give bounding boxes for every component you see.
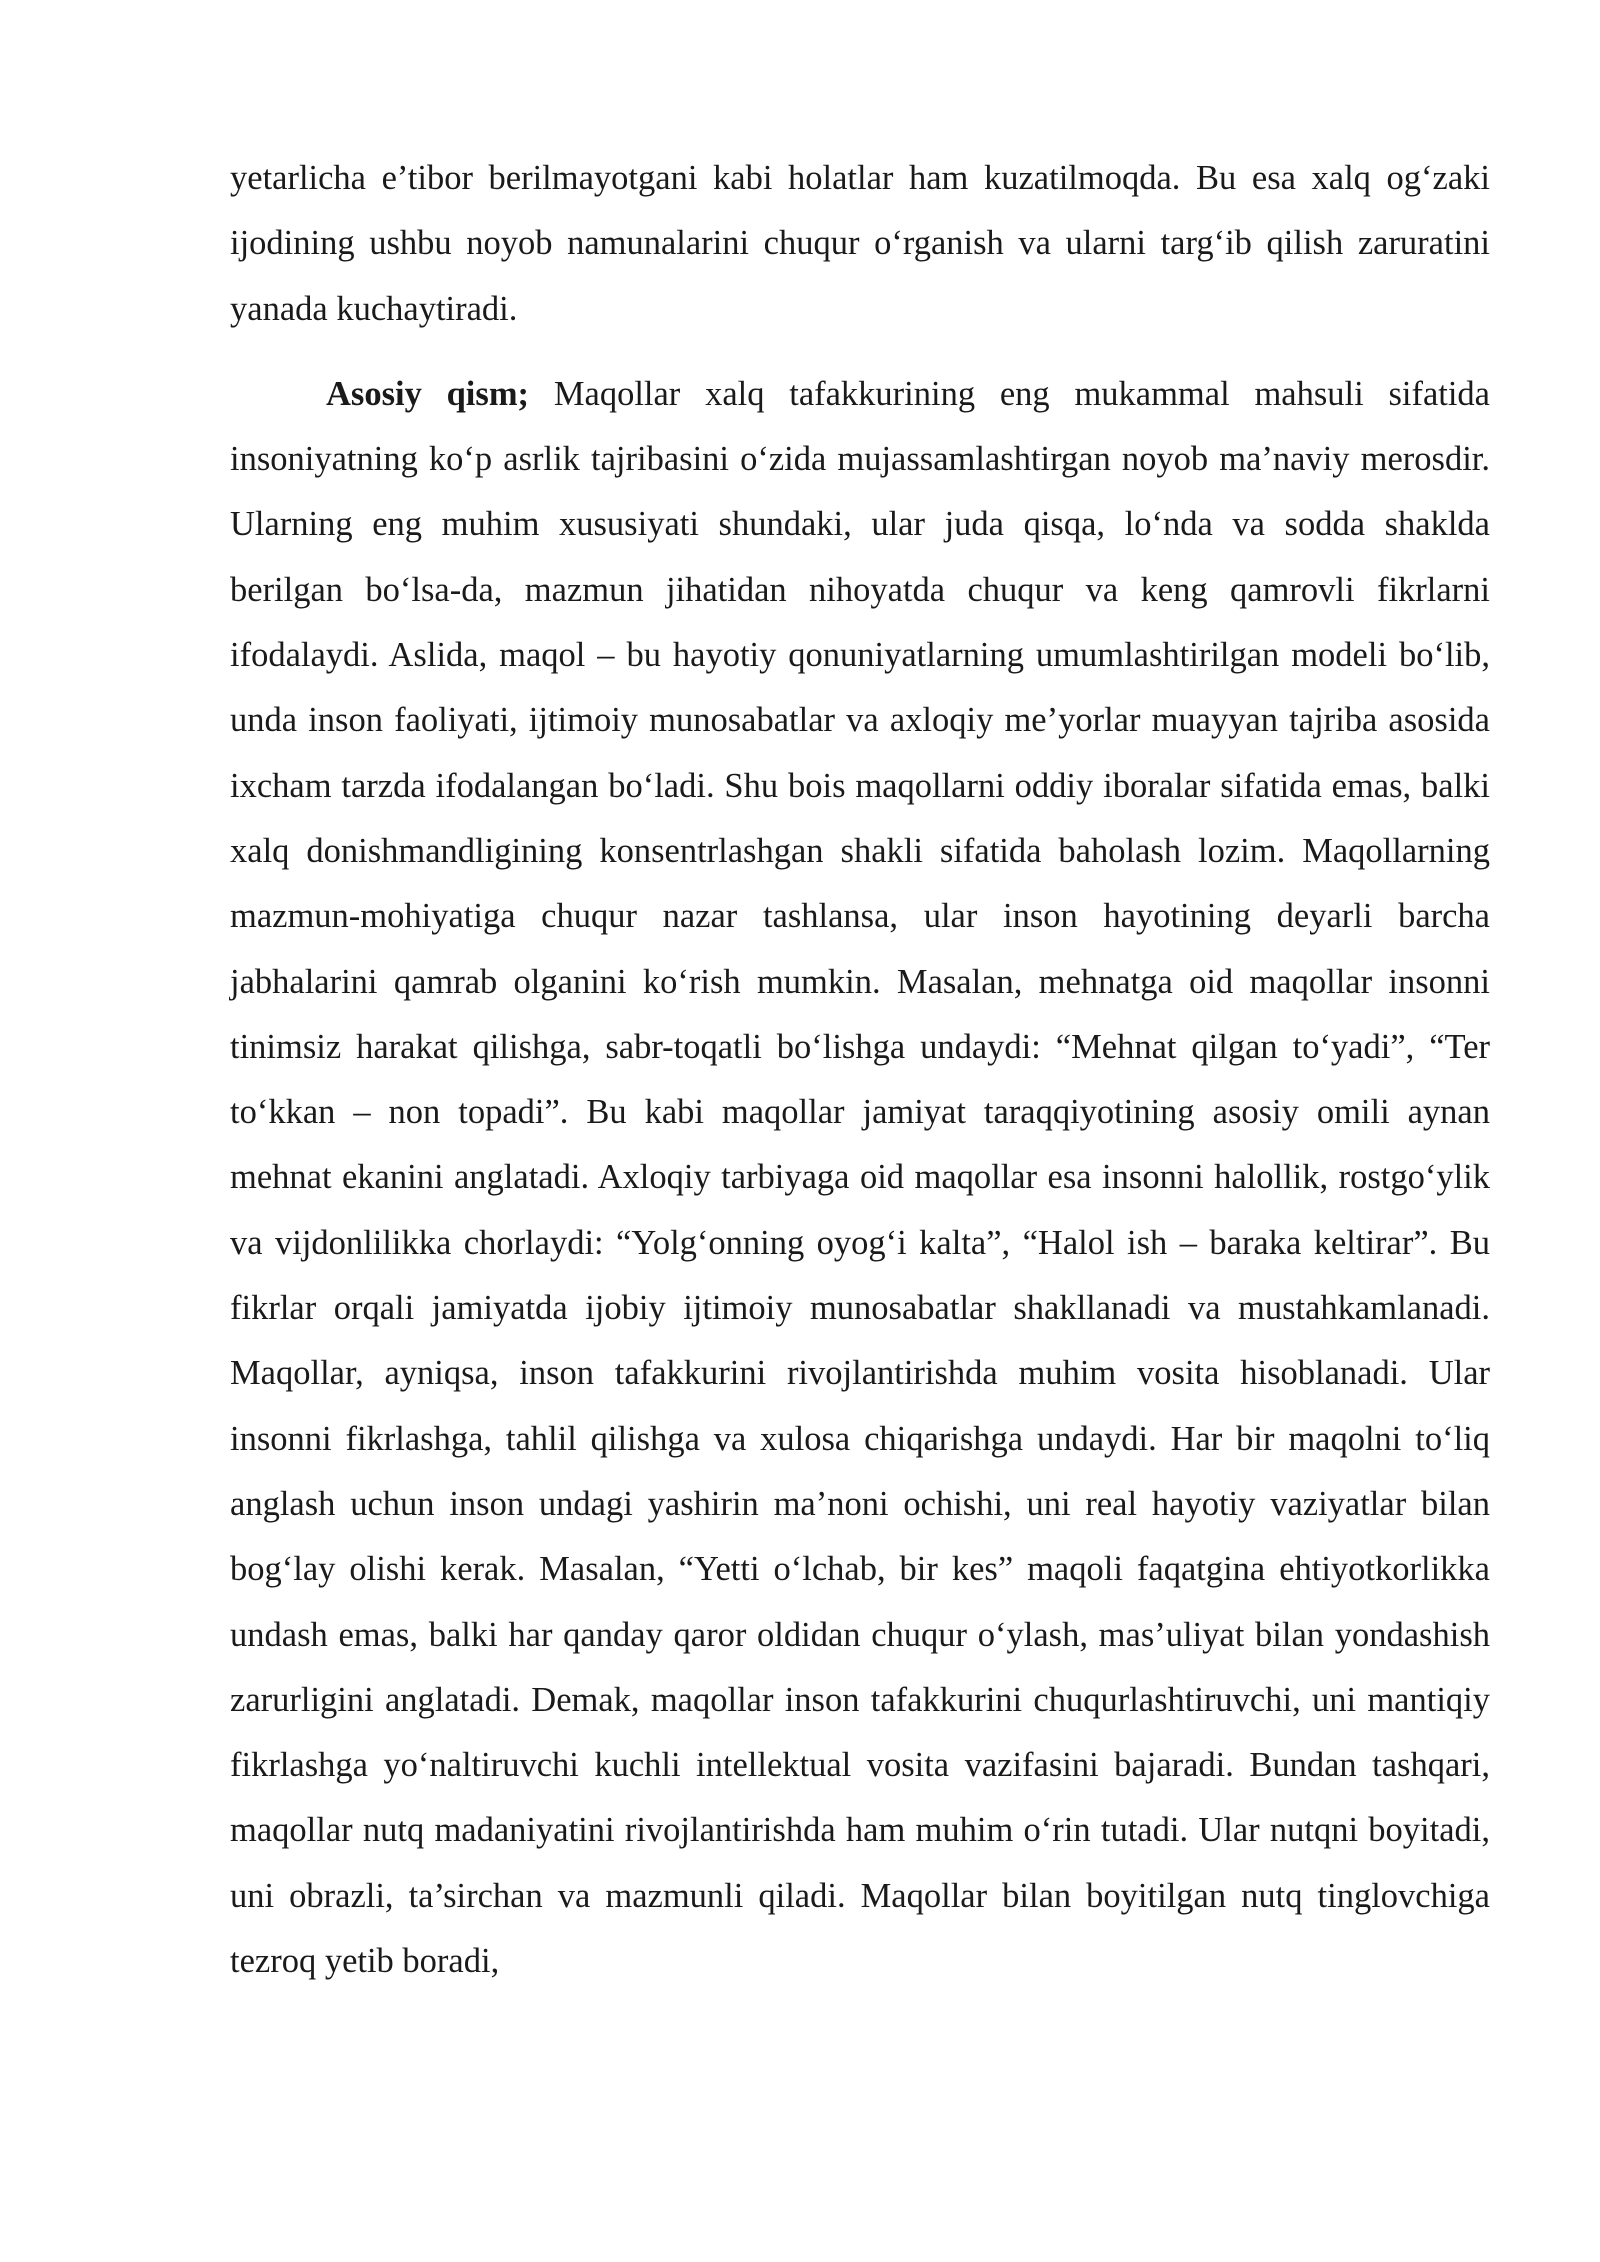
paragraph-continuation: yetarlicha e’tibor berilmayotgani kabi holatlar ham kuzatilmoqda. Bu esa xalq og‘zaki ijodining ushbu noyob namunalarini chuqur o‘rganish va ularni targ‘ib qilish zaruratini yanada kuchaytiradi.	[230, 159, 1490, 328]
paragraph-main-section	[230, 362, 1490, 1994]
section-body-text: Maqollar xalq tafakkurining eng mukammal mahsuli sifatida insoniyatning ko‘p asrlik tajribasini o‘zida mujassamlashtirgan noyob ma’naviy merosdir. Ularning eng muhim xususiyati shundaki, ular juda qisqa, lo‘nda va sodda shaklda berilgan bo‘lsa-da, mazmun jihatidan nihoyatda chuqur va keng qamrovli fikrlarni ifodalaydi. Aslida, maqol – bu hayotiy qonuniyatlarning umumlashtirilgan modeli bo‘lib, unda inson faoliyati, ijtimoiy munosabatlar va axloqiy me’yorlar muayyan tajriba asosida ixcham tarzda ifodalangan bo‘ladi. Shu bois maqollarni oddiy iboralar sifatida emas, balki xalq donishmandligining konsentrlashgan shakli sifatida baholash lozim. Maqollarning mazmun-mohiyatiga chuqur nazar tashlansa, ular inson hayotining deyarli barcha jabhalarini qamrab olganini ko‘rish mumkin. Masalan, mehnatga oid maqollar insonni tinimsiz harakat qilishga, sabr-toqatli bo‘lishga undaydi: “Mehnat qilgan to‘yadi”, “Ter to‘kkan – non topadi”. Bu kabi maqollar jamiyat taraqqiyotining asosiy omili aynan mehnat ekanini anglatadi. Axloqiy tarbiyaga oid maqollar esa insonni halollik, rostgo‘ylik va vijdonlilikka chorlaydi: “Yolg‘onning oyog‘i kalta”, “Halol ish – baraka keltirar”. Bu fikrlar orqali jamiyatda ijobiy ijtimoiy munosabatlar shakllanadi va mustahkamlanadi. Maqollar, ayniqsa, inson tafakkurini rivojlantirishda muhim vosita hisoblanadi. Ular insonni fikrlashga, tahlil qilishga va xulosa chiqarishga undaydi. Har bir maqolni to‘liq anglash uchun inson undagi yashirin ma’noni ochishi, uni real hayotiy vaziyatlar bilan bog‘lay olishi kerak. Masalan, “Yetti o‘lchab, bir kes” maqoli faqatgina ehtiyotkorlikka undash emas, balki har qanday qaror oldidan chuqur o‘ylash, mas’uliyat bilan yondashish zarurligini anglatadi. Demak, maqollar inson tafakkurini chuqurlashtiruvchi, uni mantiqiy fikrlashga yo‘naltiruvchi kuchli intellektual vosita vazifasini bajaradi. Bundan tashqari, maqollar nutq madaniyatini rivojlantirishda ham muhim o‘rin tutadi. Ular nutqni boyitadi, uni obrazli, ta’sirchan va mazmunli qiladi. Maqollar bilan boyitilgan nutq tinglovchiga tezroq yetib boradi,	[230, 374, 1490, 1981]
section-heading: Asosiy qism;	[326, 374, 530, 413]
document-body	[230, 146, 1490, 1994]
